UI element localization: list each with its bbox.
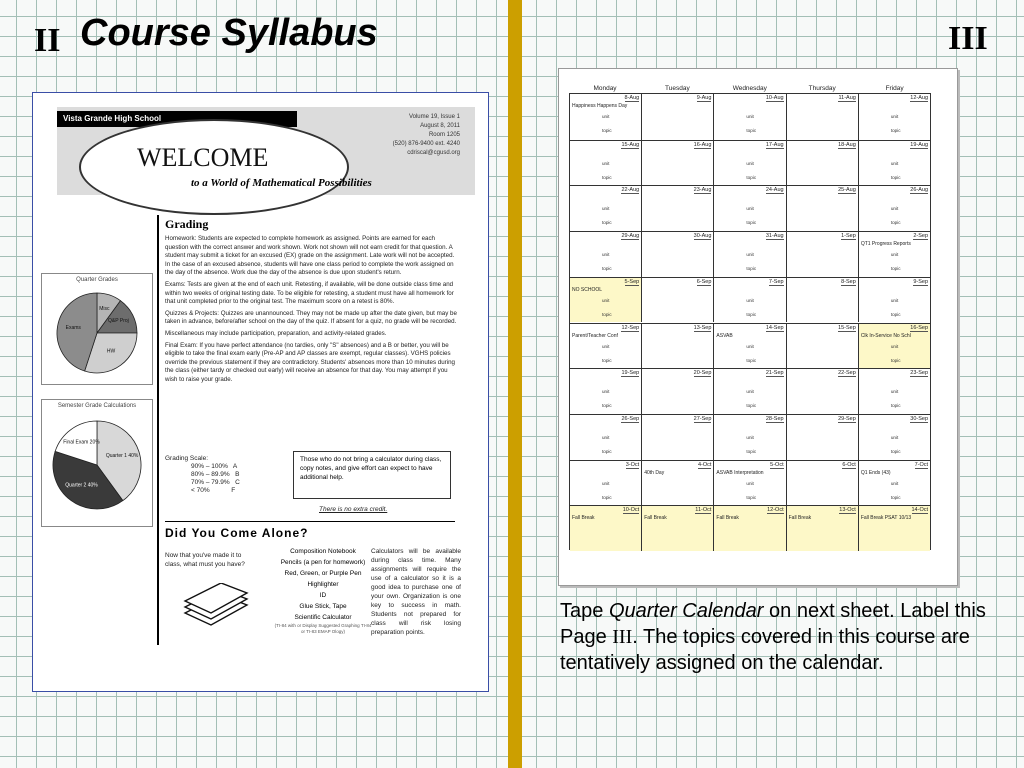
quarter-pie xyxy=(42,283,152,379)
calendar-day-cell xyxy=(858,461,930,506)
calendar-unit-label: unit xyxy=(602,160,610,166)
calendar-date: 26-Sep xyxy=(621,415,640,422)
calendar-week-row xyxy=(570,277,930,323)
supplies-fine-print: (TI-84 with or Display Suggested Graphing TI-84 or TI-83 EMAP Ology) xyxy=(274,623,372,634)
pie-label: Q&P Proj xyxy=(108,318,129,325)
grading-text xyxy=(165,235,457,385)
calendar-date: 12-Oct xyxy=(767,507,784,514)
calendar-day-cell xyxy=(786,94,858,140)
calendar-date: 7-Sep xyxy=(768,278,784,285)
calendar-topic-label: topic xyxy=(746,494,757,500)
calendar-date: 21-Sep xyxy=(765,370,784,377)
calendar-date: 5-Oct xyxy=(770,461,784,468)
calendar-day-header: Friday xyxy=(885,85,904,92)
calendar-topic-label: topic xyxy=(602,128,612,133)
calendar-date: 28-Sep xyxy=(765,415,784,422)
calendar-event: Q1 Ends (43) xyxy=(860,469,891,476)
calendar-unit-label: unit xyxy=(890,343,899,349)
calendar-topic-label: topic xyxy=(890,128,901,133)
calendar-date: 12-Aug xyxy=(910,95,929,101)
calendar-day-cell xyxy=(641,369,713,414)
calendar-date: 6-Sep xyxy=(696,278,712,285)
calendar-date: 15-Sep xyxy=(838,324,856,331)
caption-text: on next sheet. Label this Page xyxy=(560,600,986,648)
calendar-day-cell xyxy=(570,278,641,323)
calendar-date: 8-Aug xyxy=(624,95,640,101)
calendar-day-cell xyxy=(713,232,785,277)
calendar-event: Happiness Happens Day xyxy=(572,103,628,109)
calendar-event: Fall Break xyxy=(644,515,667,522)
syllabus-page xyxy=(32,92,489,692)
calendar-day-cell xyxy=(786,186,858,231)
calendar-unit-label: unit xyxy=(746,343,754,349)
calendar-day-cell xyxy=(858,141,930,186)
calendar-topic-label: topic xyxy=(602,220,612,226)
calendar-date: 16-Aug xyxy=(693,141,712,148)
supplies-list xyxy=(273,546,373,635)
calendar-topic-label: topic xyxy=(746,128,757,133)
calendar-date: 16-Sep xyxy=(910,324,929,331)
calendar-topic-label: topic xyxy=(890,494,901,500)
calendar-day-cell xyxy=(713,324,785,369)
newsletter-meta xyxy=(330,113,460,158)
calendar-day-cell xyxy=(786,141,858,186)
calendar-date: 23-Aug xyxy=(693,187,712,194)
calendar-date: 14-Sep xyxy=(765,324,784,331)
quarter-grades-chart xyxy=(41,273,153,385)
calendar-date: 9-Sep xyxy=(913,278,929,285)
calendar-week-row xyxy=(570,185,930,231)
calendar-day-cell xyxy=(570,415,641,460)
calendar-date: 31-Aug xyxy=(765,233,784,240)
exams-paragraph: Exams: Tests are given at the end of each unit. Retesting, if available, will be done outside class time and within two weeks of original testing date. To be eligible for retesting, a student must have all homework for that unit completed prior to the original test. The maximum score on a retest is 80%. xyxy=(165,280,454,306)
calendar-unit-label: unit xyxy=(890,160,899,166)
column-divider xyxy=(157,215,159,645)
meta-line: August 8, 2011 xyxy=(420,123,460,129)
grading-scale-row: 80% – 89.9% B xyxy=(191,471,240,478)
calendar-unit-label: unit xyxy=(746,389,754,395)
calendar-date: 22-Sep xyxy=(838,370,856,377)
calendar-topic-label: topic xyxy=(890,266,901,272)
calendar-day-cell xyxy=(713,186,785,231)
pie-label: Misc xyxy=(99,306,110,313)
supply-item: Red, Green, or Purple Pen xyxy=(284,570,362,577)
calendar-unit-label: unit xyxy=(746,480,754,486)
school-name: Vista Grande High School xyxy=(57,111,297,127)
notebooks-icon xyxy=(181,583,251,631)
calendar-date: 25-Aug xyxy=(838,187,856,194)
calendar-date: 19-Aug xyxy=(910,141,929,148)
calendar-week-row xyxy=(570,140,930,186)
calendar-unit-label: unit xyxy=(746,114,754,119)
calendar-unit-label: unit xyxy=(890,114,899,119)
calendar-topic-label: topic xyxy=(746,220,757,226)
calendar-unit-label: unit xyxy=(890,252,899,258)
quizzes-paragraph: Quizzes & Projects: Quizzes are unannounced. They may not be made up after the date given, but may be taken in advance, before/after school on the day of the quiz. If absent for a quiz, no grade will be recorded. xyxy=(165,309,457,326)
calendar-day-cell xyxy=(641,415,713,460)
calendar-date: 26-Aug xyxy=(910,187,929,194)
calendar-unit-label: unit xyxy=(746,206,754,212)
calendar-day-cell xyxy=(786,369,858,414)
calendar-event: Clk In-Service No Schl xyxy=(860,332,911,339)
calendar-date: 15-Aug xyxy=(621,141,640,148)
calendar-day-cell xyxy=(713,461,785,506)
calendar-date: 24-Aug xyxy=(765,187,784,194)
calendar-topic-label: topic xyxy=(746,403,757,409)
calendar-date: 18-Aug xyxy=(838,141,856,148)
no-extra-credit: There is no extra credit. xyxy=(319,506,388,513)
calendar-week-row xyxy=(570,368,930,414)
calendar-unit-label: unit xyxy=(746,252,754,258)
calendar-day-cell xyxy=(858,506,930,551)
calendar-topic-label: topic xyxy=(890,174,901,180)
calendar-date: 29-Aug xyxy=(621,233,640,240)
calendar-date: 10-Oct xyxy=(622,507,640,514)
calendar-week-row xyxy=(570,323,930,369)
pie-label: Final Exam 20% xyxy=(63,439,100,446)
page-title: Course Syllabus xyxy=(80,12,378,54)
calendar-topic-label: topic xyxy=(746,174,757,180)
supply-item: Highlighter xyxy=(307,581,339,588)
homework-paragraph: Homework: Students are expected to complete homework as assigned. Points are earned for each question with the correct answer and work shown. Work not shown will not earn credit for that question. A student may submit a ticket for an excused (EX) grade on the assignment. Late work will not be accepted. In the case of an excused absence, students will have one class period to complete the work assigned on the day of the absence. Work due the day of the absence is due upon student's return. xyxy=(165,235,455,277)
calendar-topic-label: topic xyxy=(746,357,757,363)
calendar-day-cell xyxy=(713,369,785,414)
calendar-grid xyxy=(569,93,931,550)
calendar-date: 4-Oct xyxy=(697,461,712,468)
calendar-day-cell xyxy=(641,278,713,323)
grading-scale-row: < 70% F xyxy=(191,487,236,494)
grading-scale-label: Grading Scale: xyxy=(165,455,208,462)
calendar-date: 14-Oct xyxy=(911,507,929,514)
calendar-day-cell xyxy=(570,506,641,551)
calendar-date: 17-Aug xyxy=(765,141,784,148)
calendar-date: 23-Sep xyxy=(910,370,929,377)
calendar-day-cell xyxy=(786,506,858,551)
calendar-day-cell xyxy=(858,232,930,277)
calendar-day-header: Wednesday xyxy=(732,85,767,92)
calendar-date: 13-Oct xyxy=(839,507,856,514)
calendar-event: Fall Break xyxy=(788,515,812,522)
caption-page-label: III xyxy=(612,626,633,648)
calendar-day-cell xyxy=(570,324,641,369)
calendar-unit-label: unit xyxy=(602,252,610,258)
meta-line: Volume 19, Issue 1 xyxy=(408,114,460,120)
calendar-unit-label: unit xyxy=(746,434,754,440)
calendar-event: ASVAB xyxy=(716,332,733,339)
quarter-calendar-page xyxy=(558,68,958,586)
calendar-day-cell xyxy=(570,141,641,186)
calendar-date: 6-Oct xyxy=(842,461,856,468)
calendar-day-cell xyxy=(641,94,713,140)
calendar-event: NO SCHOOL xyxy=(572,286,603,293)
calendar-date: 30-Aug xyxy=(693,233,712,240)
calendar-day-cell xyxy=(570,94,641,140)
calendar-day-cell xyxy=(570,369,641,414)
calendar-date: 20-Sep xyxy=(693,370,712,377)
calendar-day-cell xyxy=(713,278,785,323)
calendar-unit-label: unit xyxy=(890,480,899,486)
calendar-day-cell xyxy=(858,94,930,140)
calendar-unit-label: unit xyxy=(746,297,754,303)
calendar-topic-label: topic xyxy=(890,357,901,363)
calendar-date: 19-Sep xyxy=(621,370,640,377)
calendar-topic-label: topic xyxy=(602,266,612,272)
calendar-unit-label: unit xyxy=(602,480,610,486)
calendar-topic-label: topic xyxy=(602,448,612,454)
center-divider xyxy=(508,0,522,768)
calendar-topic-label: topic xyxy=(890,220,901,226)
calendar-date: 27-Sep xyxy=(693,415,712,422)
calculators-text: Calculators will be available during class time. Many assignments will require the use of a calculator so it is a good idea to purchase one of your own. Organization is one key to success in math. Students not prepared for class will risk losing preparation points. xyxy=(371,548,461,636)
calendar-day-cell xyxy=(858,369,930,414)
calendar-day-cell xyxy=(570,461,641,506)
calendar-topic-label: topic xyxy=(602,311,612,317)
calendar-day-cell xyxy=(786,461,858,506)
calendar-date: 30-Sep xyxy=(910,415,929,422)
calendar-week-row xyxy=(570,460,930,506)
calendar-event: 40th Day xyxy=(644,469,665,476)
calendar-day-header: Thursday xyxy=(808,85,836,92)
calendar-day-header: Monday xyxy=(593,85,617,92)
calendar-date: 5-Sep xyxy=(624,278,640,285)
grading-scale-row: 90% – 100% A xyxy=(191,463,238,470)
calendar-event: Parent/Teacher Conf xyxy=(572,332,618,339)
grading-scale xyxy=(165,455,285,495)
pie-label: Quarter 1 40% xyxy=(105,452,139,459)
calendar-topic-label: topic xyxy=(602,174,612,180)
calendar-topic-label: topic xyxy=(890,403,901,409)
calendar-week-row xyxy=(570,94,930,140)
calendar-unit-label: unit xyxy=(602,343,610,349)
calendar-week-row xyxy=(570,414,930,460)
calendar-day-cell xyxy=(858,415,930,460)
supply-item: ID xyxy=(319,592,327,599)
pie-label: HW xyxy=(106,348,116,355)
calendar-week-row xyxy=(570,231,930,277)
calendar-date: 22-Aug xyxy=(621,187,640,194)
welcome-heading: WELCOME xyxy=(137,143,269,172)
calendar-event: QT1 Progress Reports xyxy=(860,241,911,248)
calendar-topic-label: topic xyxy=(746,311,757,317)
supply-item: Scientific Calculator xyxy=(294,614,352,621)
calendar-event: Fall Break PSAT 10/13 xyxy=(860,515,912,522)
calendar-day-cell xyxy=(713,506,785,551)
calendar-day-cell xyxy=(641,324,713,369)
supply-item: Pencils (a pen for homework) xyxy=(280,559,366,566)
calendar-topic-label: topic xyxy=(602,403,612,409)
calendar-day-cell xyxy=(570,232,641,277)
calendar-day-cell xyxy=(858,278,930,323)
calendar-day-cell xyxy=(641,186,713,231)
calendar-day-cell xyxy=(641,141,713,186)
calendar-day-cell xyxy=(713,415,785,460)
calendar-date: 2-Sep xyxy=(913,233,929,240)
calendar-event: Fall Break xyxy=(716,515,739,522)
calendar-date: 29-Sep xyxy=(838,415,856,422)
semester-pie xyxy=(42,409,152,517)
now-that-text: Now that you've made it to class, what must you have? xyxy=(165,552,245,568)
calendar-unit-label: unit xyxy=(890,297,899,303)
calendar-unit-label: unit xyxy=(602,389,610,395)
calendar-unit-label: unit xyxy=(602,434,610,440)
calendar-unit-label: unit xyxy=(890,434,899,440)
calendar-date: 7-Oct xyxy=(914,461,929,468)
help-note-box: Those who do not bring a calculator during class, copy notes, and give effort can expect to have additional help. xyxy=(293,451,451,499)
calendar-event: Fall Break xyxy=(572,515,595,522)
calendar-date: 9-Aug xyxy=(696,95,712,101)
supply-item: Glue Stick, Tape xyxy=(299,603,347,610)
pie-label: Exams xyxy=(65,325,81,332)
calendar-unit-label: unit xyxy=(602,297,610,303)
calendar-date: 10-Aug xyxy=(765,95,784,101)
calendar-unit-label: unit xyxy=(602,114,610,119)
quarter-chart-title: Quarter Grades xyxy=(76,277,118,283)
caption-text: Tape xyxy=(560,600,609,622)
semester-chart-title: Semester Grade Calculations xyxy=(57,403,137,409)
calendar-date: 3-Oct xyxy=(625,461,640,468)
final-exam-paragraph: Final Exam: If you have perfect attendance (no tardies, only "S" absences) and a B or better, you will be eligible to take the final exam early (Pre-AP and AP classes are exempt, regular classes). VGHS policies override the previous statement if they are contradictory. Students' absences more than 10 minutes during the class (either tardy or checked out early) will receive an absence for that day. You may attempt if you wish to raise your grade. xyxy=(165,341,455,383)
calendar-topic-label: topic xyxy=(602,357,612,363)
calendar-date: 8-Sep xyxy=(841,278,856,285)
welcome-subtitle: to a World of Mathematical Possibilities xyxy=(191,177,372,189)
calendar-topic-label: topic xyxy=(746,448,757,454)
calendar-topic-label: topic xyxy=(746,266,757,272)
pie-label: Quarter 2 40% xyxy=(65,482,98,489)
calendar-date: 13-Sep xyxy=(693,324,712,331)
section-rule xyxy=(165,521,455,522)
did-you-come-alone-heading: Did You Come Alone? xyxy=(165,526,309,540)
caption-emphasis: Quarter Calendar xyxy=(608,600,764,622)
calendar-day-cell xyxy=(713,141,785,186)
calendar-day-cell xyxy=(641,506,713,551)
instruction-caption xyxy=(560,598,990,676)
calendar-day-cell xyxy=(858,186,930,231)
calendar-date: 11-Oct xyxy=(695,507,712,514)
calendar-day-cell xyxy=(713,94,785,140)
calendar-unit-label: unit xyxy=(890,389,899,395)
caption-text: . The topics covered in this course are tentatively assigned on the calendar. xyxy=(560,626,970,674)
calendar-date: 11-Aug xyxy=(838,95,856,101)
grading-heading: Grading xyxy=(165,217,209,231)
meta-line: cdriscal@cgusd.org xyxy=(407,150,460,156)
calendar-day-cell xyxy=(641,232,713,277)
calendar-unit-label: unit xyxy=(602,206,610,212)
supply-item: Composition Notebook xyxy=(290,548,356,555)
misc-paragraph: Miscellaneous may include participation, preparation, and activity-related grades. xyxy=(165,329,387,337)
calendar-unit-label: unit xyxy=(746,160,754,166)
meta-line: Room 1205 xyxy=(428,132,460,138)
calendar-date: 12-Sep xyxy=(621,324,640,331)
calendar-unit-label: unit xyxy=(890,206,899,212)
meta-line: (520) 876-9400 ext. 4240 xyxy=(392,141,460,147)
calendar-day-cell xyxy=(858,324,930,369)
calendar-day-cell xyxy=(786,278,858,323)
calendar-day-cell xyxy=(786,324,858,369)
calendar-day-cell xyxy=(786,232,858,277)
grading-scale-row: 70% – 79.9% C xyxy=(191,479,240,486)
calendar-date: 1-Sep xyxy=(841,233,856,240)
page-number-left: II xyxy=(34,22,61,59)
page-number-right: III xyxy=(948,20,988,57)
calendar-day-cell xyxy=(641,461,713,506)
semester-grades-chart xyxy=(41,399,153,527)
calendar-event: ASVAB Interpretation xyxy=(716,469,764,476)
calendar-day-header: Tuesday xyxy=(665,85,690,92)
calendar-day-cell xyxy=(786,415,858,460)
calendar-week-row xyxy=(570,505,930,551)
calendar-topic-label: topic xyxy=(602,494,612,500)
calendar-topic-label: topic xyxy=(890,311,901,317)
calendar-day-cell xyxy=(570,186,641,231)
calendar-topic-label: topic xyxy=(890,448,901,454)
